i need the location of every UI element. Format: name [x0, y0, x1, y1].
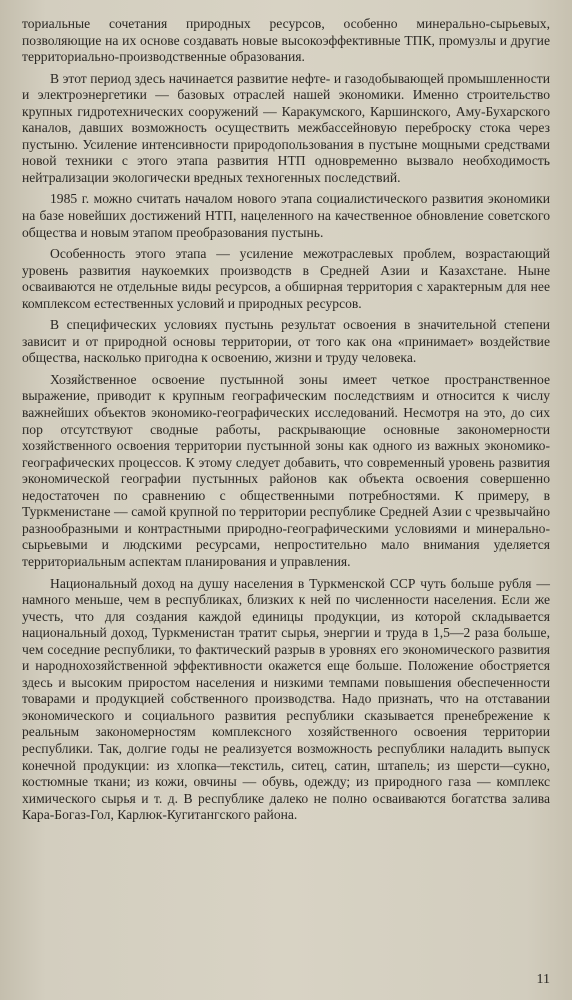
page-number: 11 [536, 972, 550, 987]
paragraph-2: В этот период здесь начинается развитие нефте- и газодобывающей промышленности и электроэнергетики — базовых отраслей нашей экономики. Именно строительство крупных гидротехнических сооружений — Каракумского, Каршинского, Аму-Бухарского каналов, давших возможность осуществить межбассейновую переброску стока через пустыню. Усиление интенсивности природопользования в пустыне мощными средствами новой техники с этого этапа развития НТП одновременно вызвало необходимость нейтрализации экологически вредных техногенных последствий. [22, 70, 550, 185]
paragraph-4: Особенность этого этапа — усиление межотраслевых проблем, возрастающий уровень развития наукоемких производств в Средней Азии и Казахстане. Ныне осваиваются не отдельные виды ресурсов, а обширная территория с характерным для нее комплексом естественных условий и природных ресурсов. [22, 246, 550, 311]
paragraph-7: Национальный доход на душу населения в Туркменской ССР чуть больше рубля — намного меньше, чем в республиках, близких к ней по численности населения. Если же учесть, что для создания каждой единицы продукции, из которой складывается национальный доход, Туркменистан тратит сырья, энергии и труда в 1,5—2 раза больше, чем соседние республики, то фактический разрыв в уровнях его экономического развития и народнохозяйственной эффективности окажется еще больше. Положение обостряется здесь и высоким приростом населения и низкими темпами повышения обеспеченности товарами и продукцией собственного производства. Надо признать, что на отставании экономического и социального развития республики сказывается пренебрежение к реальным закономерностям комплексного хозяйственного освоения территории республики. Так, долгие годы не реализуется возможность республики наладить выпуск конечной продукции: из хлопка—текстиль, ситец, сатин, штапель; из шерсти—сукно, костюмные ткани; из кожи, овчины — обувь, одежду; из природного газа — комплекс химического сырья и т. д. В республике далеко не полно осваиваются богатства залива Кара-Богаз-Гол, Карлюк-Кугитангского района. [22, 575, 550, 823]
paragraph-5: В специфических условиях пустынь результат освоения в значительной степени зависит и от природной основы территории, от того как она «принимает» воздействие общества, насколько пригодна к освоению, жизни и труду человека. [22, 317, 550, 366]
paragraph-6: Хозяйственное освоение пустынной зоны имеет четкое пространственное выражение, приводит к крупным географическим последствиям и относится к числу важнейших объектов экономико-географических исследований. Несмотря на это, до сих пор отсутствуют сводные работы, раскрывающие основные закономерности хозяйственного освоения территории пустынной зоны как одного из важных экономико-географических процессов. К этому следует добавить, что современный уровень развития экономической географии пустынных районов как объекта освоения совершенно недостаточен по сравнению с общественными потребностями. К примеру, в Туркменистане — самой крупной по территории республике Средней Азии с чрезвычайно разнообразными и контрастными природно-географическими условиями и минерально-сырьевыми и людскими ресурсами, непростительно мало внимания уделяется территориальным аспектам планирования и управления. [22, 371, 550, 569]
paragraph-3: 1985 г. можно считать началом нового этапа социалистического развития экономики на базе новейших достижений НТП, нацеленного на качественное обновление советского общества и новым этапом преобразования пустынь. [22, 191, 550, 240]
page-body-text [22, 16, 550, 829]
paragraph-1: ториальные сочетания природных ресурсов, особенно минерально-сырьевых, позволяющие на их основе создавать новые высокоэффективные ТПК, промузлы и другие территориально-производственные образования. [22, 16, 550, 65]
